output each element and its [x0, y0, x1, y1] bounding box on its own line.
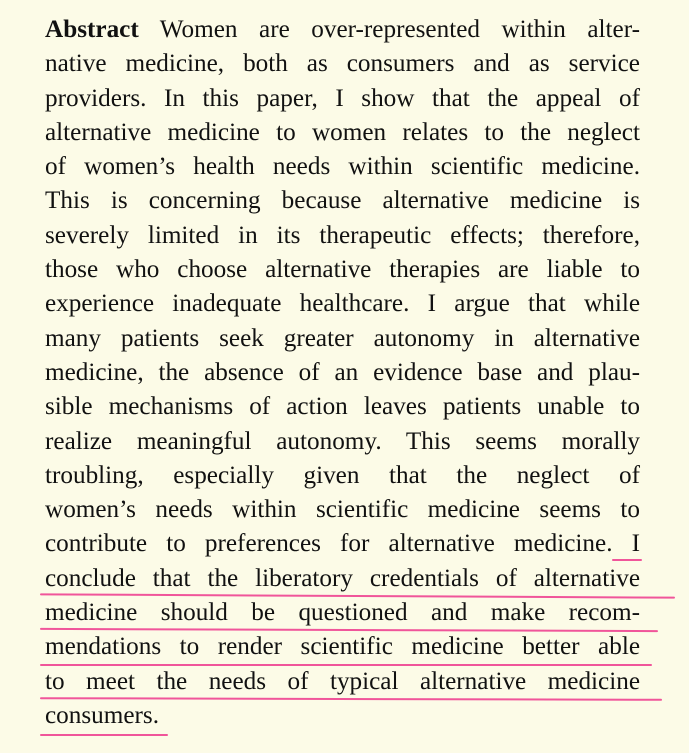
text-line-17: conclude that the liberatory credentials of alternative — [45, 564, 640, 592]
text-line-20: to meet the needs of typical alternative medicine — [45, 667, 640, 695]
highlight-underline — [40, 734, 168, 736]
text-line-3: providers. In this paper, I show that the appeal of — [45, 84, 640, 112]
text-line-14: troubling, especially given that the neglect of — [45, 461, 640, 489]
text-line-5: of women’s health needs within scientific medicine. — [45, 153, 640, 181]
text-line-13: realize meaningful autonomy. This seems morally — [45, 427, 640, 455]
text-line-1: Abstract Women are over-represented within alter- — [45, 16, 640, 43]
text-line-7: severely limited in its therapeutic effects; therefore, — [45, 221, 640, 249]
text-line-9: experience inadequate healthcare. I argue that while — [45, 290, 640, 318]
highlight-underline — [612, 559, 642, 561]
text-line-19: mendations to render scientific medicine better able — [45, 633, 640, 661]
highlight-underline — [40, 664, 652, 666]
text-line-12: sible mechanisms of action leaves patients unable to — [45, 393, 640, 421]
text-line-11: medicine, the absence of an evidence base and plau- — [45, 358, 640, 386]
text-line-18: medicine should be questioned and make recom- — [45, 599, 640, 627]
text-line-10: many patients seek greater autonomy in alternative — [45, 324, 640, 352]
text-line-2: native medicine, both as consumers and as service — [45, 50, 640, 78]
abstract-label: Abstract — [45, 16, 139, 43]
text-line-6: This is concerning because alternative medicine is — [45, 187, 640, 215]
text-line-21: consumers. — [45, 701, 160, 729]
text-line-4: alternative medicine to women relates to the neglect — [45, 118, 640, 146]
text-line-16: contribute to preferences for alternative medicine. I — [45, 530, 640, 558]
abstract-paragraph — [45, 13, 640, 733]
text-line-8: those who choose alternative therapies are liable to — [45, 256, 640, 284]
text-line-15: women’s needs within scientific medicine seems to — [45, 496, 640, 524]
